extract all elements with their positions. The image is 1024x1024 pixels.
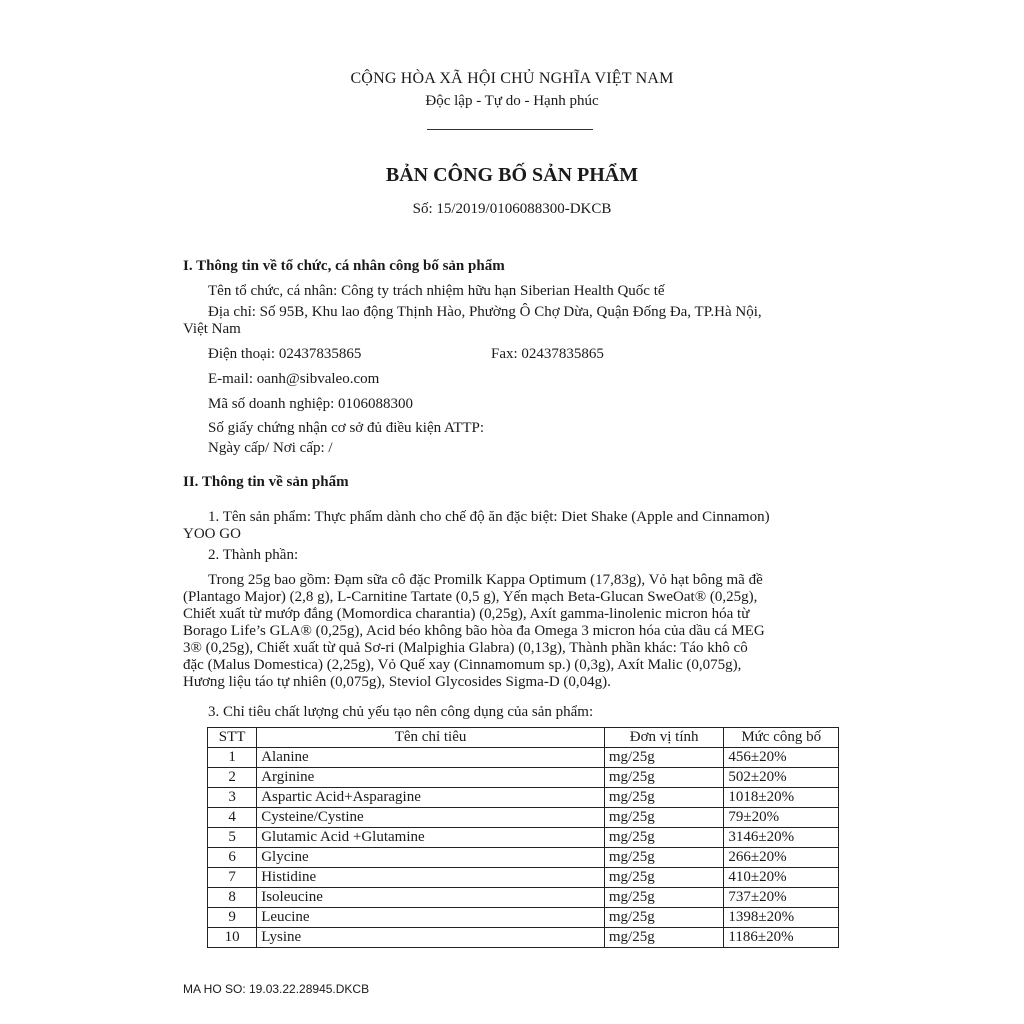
document-number: Số: 15/2019/0106088300-DKCB bbox=[412, 201, 612, 217]
phone: Điện thoại: 02437835865 bbox=[208, 346, 362, 362]
cell-unit: mg/25g bbox=[604, 928, 724, 948]
email: E-mail: oanh@sibvaleo.com bbox=[208, 371, 380, 387]
ingredients-heading: 2. Thành phần: bbox=[208, 547, 299, 563]
cell-name: Leucine bbox=[257, 908, 605, 928]
ingredients-line: Trong 25g bao gồm: Đạm sữa cô đặc Promilk Kappa Optimum (17,83g), Vỏ hạt bông mã đề bbox=[208, 572, 763, 588]
cell-name: Arginine bbox=[257, 768, 605, 788]
cell-value: 3146±20% bbox=[724, 828, 839, 848]
country-header: CỘNG HÒA XÃ HỘI CHỦ NGHĨA VIỆT NAM bbox=[350, 70, 674, 87]
cell-unit: mg/25g bbox=[604, 808, 724, 828]
cell-value: 737±20% bbox=[724, 888, 839, 908]
table-row bbox=[208, 868, 839, 888]
cell-stt: 2 bbox=[208, 768, 257, 788]
cell-value: 502±20% bbox=[724, 768, 839, 788]
address-line1: Địa chỉ: Số 95B, Khu lao động Thịnh Hào, Phường Ô Chợ Dừa, Quận Đống Đa, TP.Hà Nội, bbox=[208, 304, 762, 320]
col-header-unit: Đơn vị tính bbox=[604, 728, 724, 748]
quality-heading: 3. Chỉ tiêu chất lượng chủ yếu tạo nên công dụng của sản phẩm: bbox=[208, 704, 594, 720]
cell-unit: mg/25g bbox=[604, 788, 724, 808]
quality-table bbox=[207, 727, 839, 948]
cell-value: 410±20% bbox=[724, 868, 839, 888]
table-row bbox=[208, 928, 839, 948]
issue-info: Ngày cấp/ Nơi cấp: / bbox=[208, 440, 333, 456]
file-code: MA HO SO: 19.03.22.28945.DKCB bbox=[183, 982, 370, 996]
table-row bbox=[208, 908, 839, 928]
table-header-row bbox=[208, 728, 839, 748]
org-name: Tên tổ chức, cá nhân: Công ty trách nhiệm hữu hạn Siberian Health Quốc tế bbox=[208, 283, 665, 299]
cell-name: Cysteine/Cystine bbox=[257, 808, 605, 828]
document-title: BẢN CÔNG BỐ SẢN PHẨM bbox=[385, 164, 639, 186]
table-row bbox=[208, 888, 839, 908]
table-row bbox=[208, 788, 839, 808]
table-row bbox=[208, 768, 839, 788]
cell-value: 266±20% bbox=[724, 848, 839, 868]
table-row bbox=[208, 748, 839, 768]
fax: Fax: 02437835865 bbox=[491, 346, 604, 362]
section1-heading: I. Thông tin về tổ chức, cá nhân công bố sản phẩm bbox=[183, 258, 505, 274]
address-line2: Việt Nam bbox=[183, 321, 241, 337]
cell-unit: mg/25g bbox=[604, 848, 724, 868]
cell-name: Histidine bbox=[257, 868, 605, 888]
cell-stt: 5 bbox=[208, 828, 257, 848]
product-name-line1: 1. Tên sản phẩm: Thực phẩm dành cho chế độ ăn đặc biệt: Diet Shake (Apple and Cinnamon) bbox=[208, 509, 770, 525]
ingredients-line: Hương liệu táo tự nhiên (0,075g), Steviol Glycosides Sigma-D (0,04g). bbox=[183, 674, 611, 690]
product-name-line2: YOO GO bbox=[183, 526, 241, 542]
col-header-value: Mức công bố bbox=[724, 728, 839, 748]
ingredients-line: 3® (0,25g), Chiết xuất từ quả Sơ-ri (Malpighia Glabra) (0,13g), Thành phần khác: Táo khô cô bbox=[183, 640, 748, 656]
cell-value: 1398±20% bbox=[724, 908, 839, 928]
col-header-stt: STT bbox=[208, 728, 257, 748]
cell-stt: 3 bbox=[208, 788, 257, 808]
header-divider bbox=[427, 129, 593, 130]
cell-value: 79±20% bbox=[724, 808, 839, 828]
cell-unit: mg/25g bbox=[604, 748, 724, 768]
cell-name: Isoleucine bbox=[257, 888, 605, 908]
cell-name: Glutamic Acid +Glutamine bbox=[257, 828, 605, 848]
cell-stt: 9 bbox=[208, 908, 257, 928]
cell-name: Aspartic Acid+Asparagine bbox=[257, 788, 605, 808]
cell-stt: 10 bbox=[208, 928, 257, 948]
tax-code: Mã số doanh nghiệp: 0106088300 bbox=[208, 396, 413, 412]
col-header-name: Tên chỉ tiêu bbox=[257, 728, 605, 748]
cell-unit: mg/25g bbox=[604, 828, 724, 848]
cell-value: 1186±20% bbox=[724, 928, 839, 948]
cell-stt: 6 bbox=[208, 848, 257, 868]
cell-stt: 4 bbox=[208, 808, 257, 828]
table-row bbox=[208, 808, 839, 828]
cell-stt: 1 bbox=[208, 748, 257, 768]
certificate: Số giấy chứng nhận cơ sở đủ điều kiện ATTP: bbox=[208, 420, 485, 436]
cell-value: 1018±20% bbox=[724, 788, 839, 808]
cell-unit: mg/25g bbox=[604, 868, 724, 888]
ingredients-line: Chiết xuất từ mướp đắng (Momordica charantia) (0,25g), Axít gamma-linolenic micron hóa từ bbox=[183, 606, 750, 622]
cell-stt: 8 bbox=[208, 888, 257, 908]
cell-unit: mg/25g bbox=[604, 888, 724, 908]
cell-name: Alanine bbox=[257, 748, 605, 768]
cell-stt: 7 bbox=[208, 868, 257, 888]
ingredients-line: Borago Life’s GLA® (0,25g), Acid béo không bão hòa đa Omega 3 micron hóa của dầu cá MEG bbox=[183, 623, 765, 639]
table-row bbox=[208, 828, 839, 848]
ingredients-line: (Plantago Major) (2,8 g), L-Carnitine Tartate (0,5 g), Yến mạch Beta-Glucan SweOat® (0,25g), bbox=[183, 589, 758, 605]
cell-name: Glycine bbox=[257, 848, 605, 868]
table-row bbox=[208, 848, 839, 868]
cell-unit: mg/25g bbox=[604, 768, 724, 788]
cell-value: 456±20% bbox=[724, 748, 839, 768]
cell-unit: mg/25g bbox=[604, 908, 724, 928]
motto: Độc lập - Tự do - Hạnh phúc bbox=[425, 93, 599, 109]
cell-name: Lysine bbox=[257, 928, 605, 948]
ingredients-line: đặc (Malus Domestica) (2,25g), Vỏ Quế xay (Cinnamomum sp.) (0,3g), Axít Malic (0,075g), bbox=[183, 657, 742, 673]
section2-heading: II. Thông tin về sản phẩm bbox=[183, 474, 349, 490]
